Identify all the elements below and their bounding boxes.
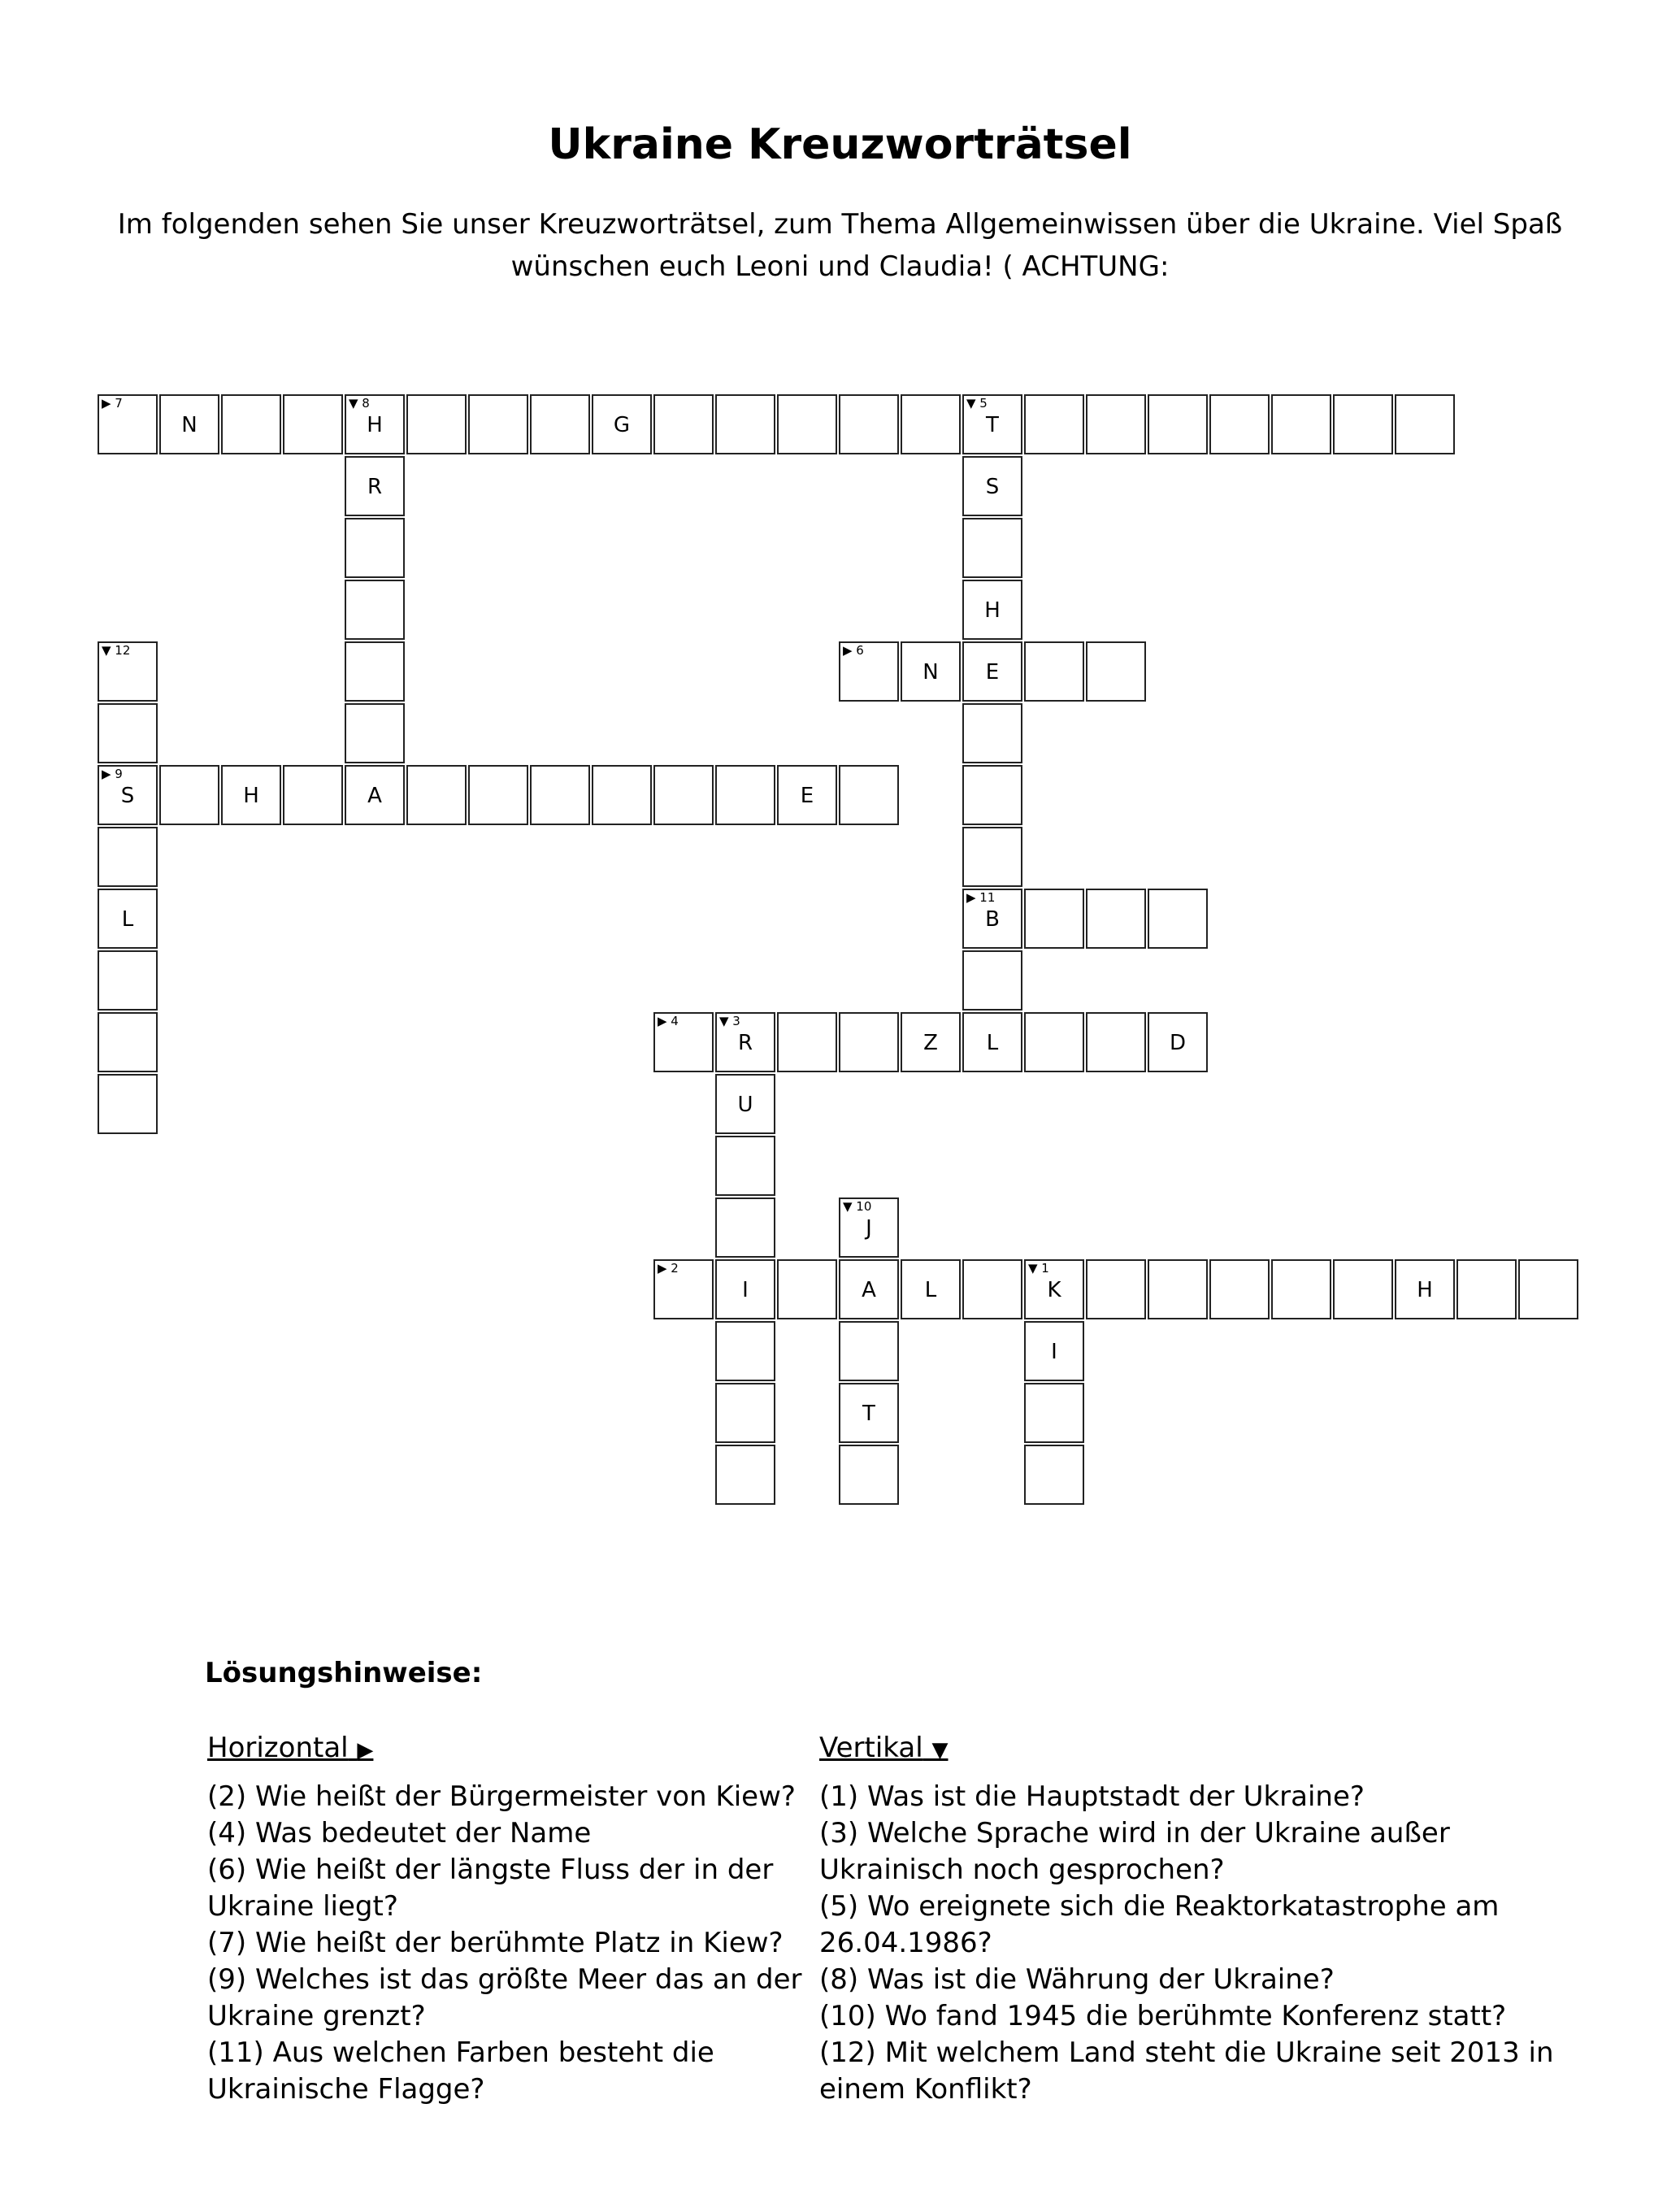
crossword-cell[interactable] (962, 827, 1022, 887)
clue-number: ▶ 4 (658, 1014, 679, 1028)
clue-vertical-1: (1) Was ist die Hauptstadt der Ukraine? (819, 1780, 1365, 1813)
crossword-cell[interactable] (901, 394, 961, 454)
crossword-cell[interactable] (962, 1012, 1022, 1072)
cell-letter: H (1417, 1278, 1433, 1302)
crossword-cell[interactable] (962, 703, 1022, 763)
crossword-cell[interactable] (1086, 1259, 1146, 1319)
crossword-cell[interactable] (715, 1012, 775, 1072)
crossword-cell[interactable] (1148, 394, 1208, 454)
clue-horizontal-2: (2) Wie heißt der Bürgermeister von Kiew? (207, 1780, 796, 1813)
cell-letter: R (367, 475, 383, 499)
crossword-cell[interactable] (839, 1383, 899, 1443)
crossword-cell[interactable] (345, 394, 405, 454)
cell-letter: A (367, 784, 382, 808)
crossword-cell[interactable] (777, 1259, 837, 1319)
crossword-cell[interactable] (406, 765, 467, 825)
clue-vertical-3: (3) Welche Sprache wird in der Ukraine außer Ukrainisch noch gesprochen? (819, 1817, 1450, 1886)
cell-letter: E (985, 660, 1000, 685)
crossword-cell[interactable] (406, 394, 467, 454)
crossword-cell[interactable] (715, 765, 775, 825)
cell-letter: K (1047, 1278, 1061, 1302)
cell-letter: H (243, 784, 259, 808)
crossword-cell[interactable] (530, 394, 590, 454)
clue-number: ▼ 10 (843, 1199, 872, 1214)
crossword-cell[interactable] (98, 950, 158, 1011)
crossword-cell[interactable] (592, 394, 652, 454)
cell-letter: N (181, 413, 198, 437)
cell-letter: I (1051, 1340, 1057, 1364)
crossword-cell[interactable] (901, 641, 961, 702)
crossword-cell[interactable] (468, 394, 528, 454)
crossword-cell[interactable] (962, 950, 1022, 1011)
clue-vertical-10: (10) Wo fand 1945 die berühmte Konferenz statt? (819, 2000, 1507, 2032)
crossword-cell[interactable] (839, 1197, 899, 1258)
crossword-cell[interactable] (962, 889, 1022, 949)
crossword-cell[interactable] (962, 394, 1022, 454)
clue-number: ▼ 1 (1028, 1261, 1049, 1276)
crossword-cell[interactable] (777, 1012, 837, 1072)
crossword-cell[interactable] (1395, 394, 1455, 454)
crossword-cell[interactable] (777, 394, 837, 454)
crossword-cell[interactable] (1086, 889, 1146, 949)
crossword-cell[interactable] (98, 765, 158, 825)
crossword-cell[interactable] (98, 1012, 158, 1072)
crossword-cell[interactable] (715, 394, 775, 454)
cell-letter: J (866, 1216, 872, 1241)
crossword-cell[interactable] (715, 1074, 775, 1134)
crossword-cell[interactable] (715, 1259, 775, 1319)
crossword-cell[interactable] (345, 518, 405, 578)
crossword-cell[interactable] (530, 765, 590, 825)
crossword-cell[interactable] (1518, 1259, 1578, 1319)
crossword-cell[interactable] (715, 1321, 775, 1381)
cell-letter: L (924, 1278, 937, 1302)
cell-letter: T (862, 1402, 875, 1426)
crossword-cell[interactable] (1024, 394, 1084, 454)
crossword-cell[interactable] (1271, 1259, 1331, 1319)
crossword-cell[interactable] (962, 580, 1022, 640)
clue-number: ▶ 2 (658, 1261, 679, 1276)
crossword-cell[interactable] (901, 1012, 961, 1072)
crossword-cell[interactable] (1024, 641, 1084, 702)
vertical-label: Vertikal (819, 1732, 923, 1764)
cell-letter: L (121, 907, 134, 932)
crossword-cell[interactable] (1024, 889, 1084, 949)
crossword-cell[interactable] (345, 703, 405, 763)
clue-vertical-5: (5) Wo ereignete sich die Reaktorkatastrophe am 26.04.1986? (819, 1890, 1500, 1959)
crossword-cell[interactable] (159, 394, 219, 454)
crossword-cell[interactable] (839, 1012, 899, 1072)
crossword-cell[interactable] (962, 765, 1022, 825)
crossword-cell[interactable] (1148, 1259, 1208, 1319)
crossword-cell[interactable] (715, 1383, 775, 1443)
crossword-cell[interactable] (98, 641, 158, 702)
vertical-heading (819, 1730, 1600, 1769)
crossword-cell[interactable] (98, 889, 158, 949)
crossword-cell[interactable] (839, 394, 899, 454)
cell-letter: D (1169, 1031, 1187, 1055)
crossword-cell[interactable] (283, 765, 343, 825)
crossword-cell[interactable] (901, 1259, 961, 1319)
cell-letter: S (985, 475, 1000, 499)
cell-letter: L (986, 1031, 999, 1055)
cell-letter: Z (923, 1031, 938, 1055)
clue-number: ▼ 8 (349, 396, 370, 411)
horizontal-label: Horizontal (207, 1732, 349, 1764)
crossword-cell[interactable] (345, 456, 405, 516)
crossword-cell[interactable] (653, 765, 714, 825)
crossword-cell[interactable] (653, 1012, 714, 1072)
clue-number: ▼ 12 (102, 643, 131, 658)
crossword-cell[interactable] (159, 765, 219, 825)
cell-letter: B (985, 907, 1000, 932)
crossword-cell[interactable] (839, 641, 899, 702)
cell-letter: S (120, 784, 135, 808)
crossword-cell[interactable] (1024, 1012, 1084, 1072)
clue-number: ▶ 9 (102, 767, 123, 781)
crossword-cell[interactable] (1209, 1259, 1270, 1319)
crossword-cell[interactable] (1024, 1445, 1084, 1505)
crossword-cell[interactable] (345, 641, 405, 702)
crossword-cell[interactable] (962, 641, 1022, 702)
cell-letter: T (986, 413, 999, 437)
arrow-right-icon: ▶ (357, 1738, 374, 1763)
clue-number: ▼ 5 (966, 396, 988, 411)
crossword-cell[interactable] (653, 394, 714, 454)
crossword-cell[interactable] (962, 1259, 1022, 1319)
crossword-cell[interactable] (839, 1445, 899, 1505)
crossword-cell[interactable] (1271, 394, 1331, 454)
crossword-cell[interactable] (345, 765, 405, 825)
crossword-cell[interactable] (715, 1197, 775, 1258)
cell-letter: H (984, 598, 1001, 623)
crossword-cell[interactable] (962, 518, 1022, 578)
cell-letter: I (742, 1278, 749, 1302)
arrow-down-icon: ▼ (931, 1738, 949, 1763)
crossword-cell[interactable] (839, 765, 899, 825)
crossword-cell[interactable] (1024, 1383, 1084, 1443)
crossword-cell[interactable] (839, 1259, 899, 1319)
cell-letter: U (737, 1093, 753, 1117)
clue-horizontal-6: (6) Wie heißt der längste Fluss der in der Ukraine liegt? (207, 1854, 774, 1923)
horizontal-heading (207, 1730, 821, 1769)
clue-vertical-12: (12) Mit welchem Land steht die Ukraine seit 2013 in einem Konflikt? (819, 2036, 1554, 2106)
crossword-cell[interactable] (98, 827, 158, 887)
page-title: Ukraine Kreuzworträtsel (548, 120, 1132, 169)
crossword-cell[interactable] (221, 765, 281, 825)
crossword-cell[interactable] (1086, 1012, 1146, 1072)
crossword-cell[interactable] (715, 1445, 775, 1505)
crossword-cell[interactable] (715, 1136, 775, 1196)
cell-letter: G (613, 413, 631, 437)
crossword-cell[interactable] (777, 765, 837, 825)
cell-letter: R (737, 1031, 753, 1055)
clue-vertical-8: (8) Was ist die Währung der Ukraine? (819, 1963, 1335, 1996)
cell-letter: E (800, 784, 814, 808)
crossword-cell[interactable] (1148, 1012, 1208, 1072)
crossword-cell[interactable] (1024, 1321, 1084, 1381)
crossword-cell[interactable] (98, 703, 158, 763)
crossword-cell[interactable] (962, 456, 1022, 516)
crossword-cell[interactable] (592, 765, 652, 825)
clue-number: ▶ 6 (843, 643, 864, 658)
crossword-cell[interactable] (345, 580, 405, 640)
crossword-cell[interactable] (653, 1259, 714, 1319)
crossword-cell[interactable] (98, 1074, 158, 1134)
clue-horizontal-11: (11) Aus welchen Farben besteht die Ukrainische Flagge? (207, 2036, 714, 2106)
cell-letter: A (862, 1278, 876, 1302)
clue-number: ▶ 7 (102, 396, 123, 411)
crossword-cell[interactable] (1456, 1259, 1517, 1319)
cell-letter: N (922, 660, 939, 685)
cell-letter: H (367, 413, 383, 437)
clue-horizontal-4: (4) Was bedeutet der Name (207, 1817, 592, 1849)
crossword-cell[interactable] (1209, 394, 1270, 454)
crossword-cell[interactable] (283, 394, 343, 454)
crossword-cell[interactable] (468, 765, 528, 825)
vertical-clues (819, 1730, 1600, 2108)
crossword-cell[interactable] (1024, 1259, 1084, 1319)
crossword-cell[interactable] (221, 394, 281, 454)
crossword-cell[interactable] (1086, 394, 1146, 454)
solutions-heading: Lösungshinweise: (205, 1657, 483, 1689)
intro-text: Im folgenden sehen Sie unser Kreuzworträtsel, zum Thema Allgemeinwissen über die Ukraine. Viel Spaß wünschen euch Leoni und Claudia! ( ACHTUNG: (117, 208, 1563, 283)
clue-horizontal-9: (9) Welches ist das größte Meer das an der Ukraine grenzt? (207, 1963, 802, 2032)
horizontal-clues (207, 1730, 821, 2108)
crossword-cell[interactable] (1333, 1259, 1393, 1319)
clue-number: ▶ 11 (966, 890, 996, 905)
crossword-cell[interactable] (98, 394, 158, 454)
clue-horizontal-7: (7) Wie heißt der berühmte Platz in Kiew? (207, 1927, 784, 1959)
clue-number: ▼ 3 (719, 1014, 740, 1028)
crossword-cell[interactable] (1395, 1259, 1455, 1319)
crossword-cell[interactable] (1333, 394, 1393, 454)
crossword-cell[interactable] (839, 1321, 899, 1381)
crossword-cell[interactable] (1148, 889, 1208, 949)
crossword-cell[interactable] (1086, 641, 1146, 702)
